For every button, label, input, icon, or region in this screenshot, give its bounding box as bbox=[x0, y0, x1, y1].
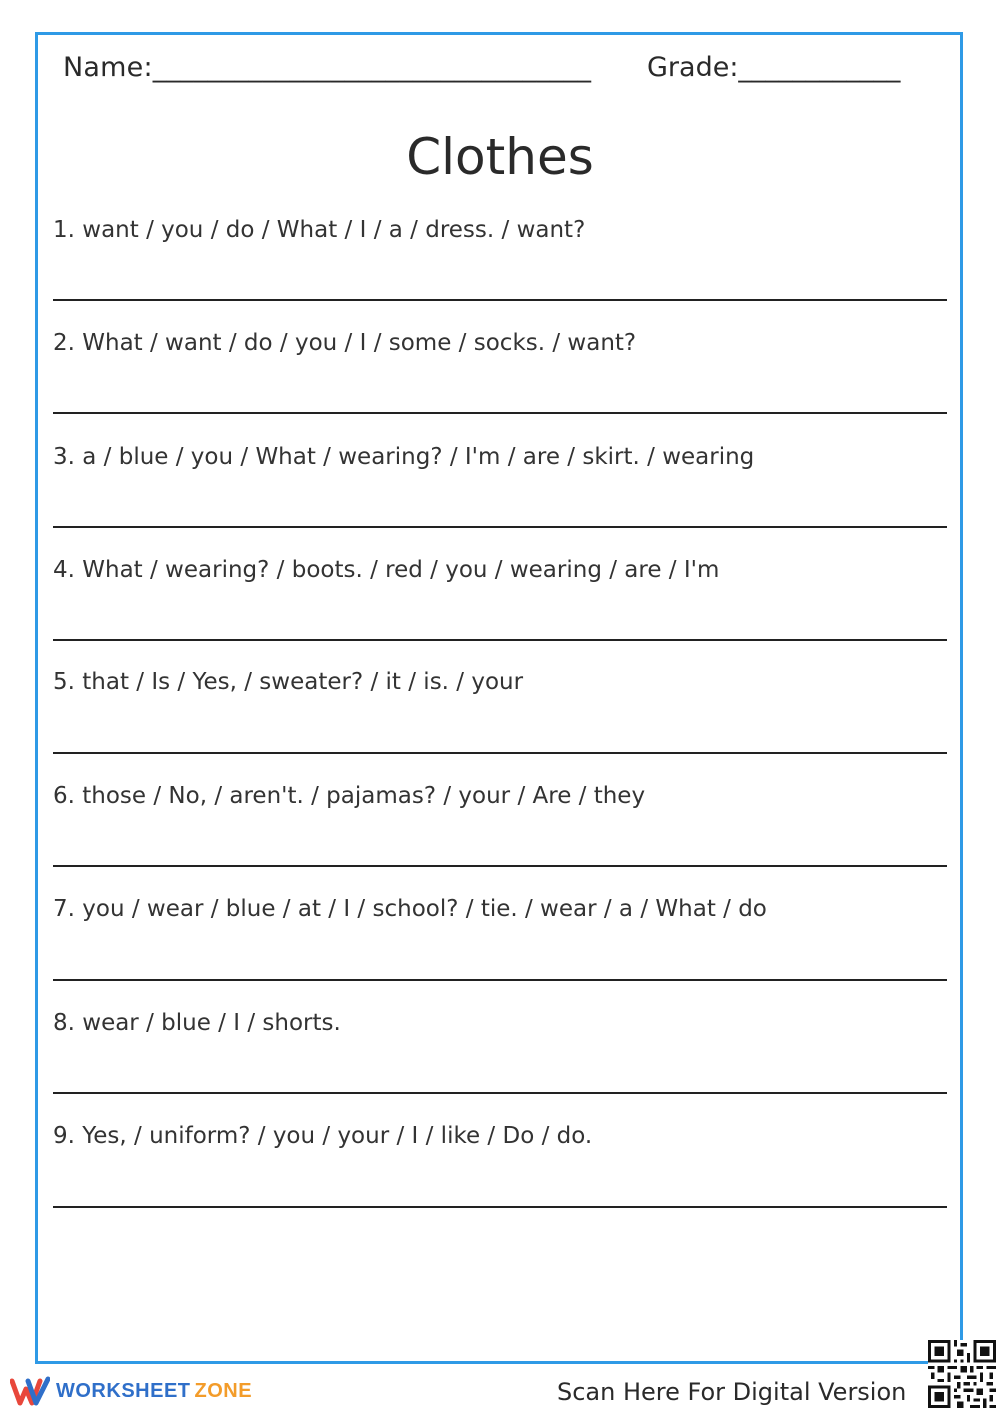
answer-line-1[interactable] bbox=[53, 299, 947, 301]
answer-line-4[interactable] bbox=[53, 639, 947, 641]
answer-line-7[interactable] bbox=[53, 979, 947, 981]
question-7: 7. you / wear / blue / at / I / school? / tie. / wear / a / What / do bbox=[53, 896, 767, 922]
question-5: 5. that / Is / Yes, / sweater? / it / is. / your bbox=[53, 669, 524, 695]
worksheetzone-logo[interactable] bbox=[10, 1374, 252, 1408]
scan-instruction: Scan Here For Digital Version bbox=[557, 1378, 907, 1406]
question-6: 6. those / No, / aren't. / pajamas? / your / Are / they bbox=[53, 783, 646, 809]
answer-line-5[interactable] bbox=[53, 752, 947, 754]
question-4: 4. What / wearing? / boots. / red / you / wearing / are / I'm bbox=[53, 557, 720, 583]
name-field[interactable]: Name:________________________________ bbox=[63, 52, 592, 83]
question-1: 1. want / you / do / What / I / a / dress. / want? bbox=[53, 217, 586, 243]
question-8: 8. wear / blue / I / shorts. bbox=[53, 1010, 341, 1036]
qr-code-icon[interactable] bbox=[928, 1340, 996, 1408]
answer-line-9[interactable] bbox=[53, 1206, 947, 1208]
grade-field[interactable]: Grade:____________ bbox=[647, 52, 901, 83]
answer-line-3[interactable] bbox=[53, 526, 947, 528]
brand-word-worksheet: WORKSHEET bbox=[56, 1379, 191, 1402]
worksheet-title: Clothes bbox=[406, 128, 594, 186]
question-9: 9. Yes, / uniform? / you / your / I / like / Do / do. bbox=[53, 1123, 593, 1149]
question-3: 3. a / blue / you / What / wearing? / I'm / are / skirt. / wearing bbox=[53, 444, 755, 470]
answer-line-2[interactable] bbox=[53, 412, 947, 414]
brand-word-zone: ZONE bbox=[194, 1379, 253, 1402]
worksheetzone-logo-icon bbox=[10, 1375, 50, 1407]
question-2: 2. What / want / do / you / I / some / socks. / want? bbox=[53, 330, 637, 356]
answer-line-8[interactable] bbox=[53, 1092, 947, 1094]
answer-line-6[interactable] bbox=[53, 865, 947, 867]
